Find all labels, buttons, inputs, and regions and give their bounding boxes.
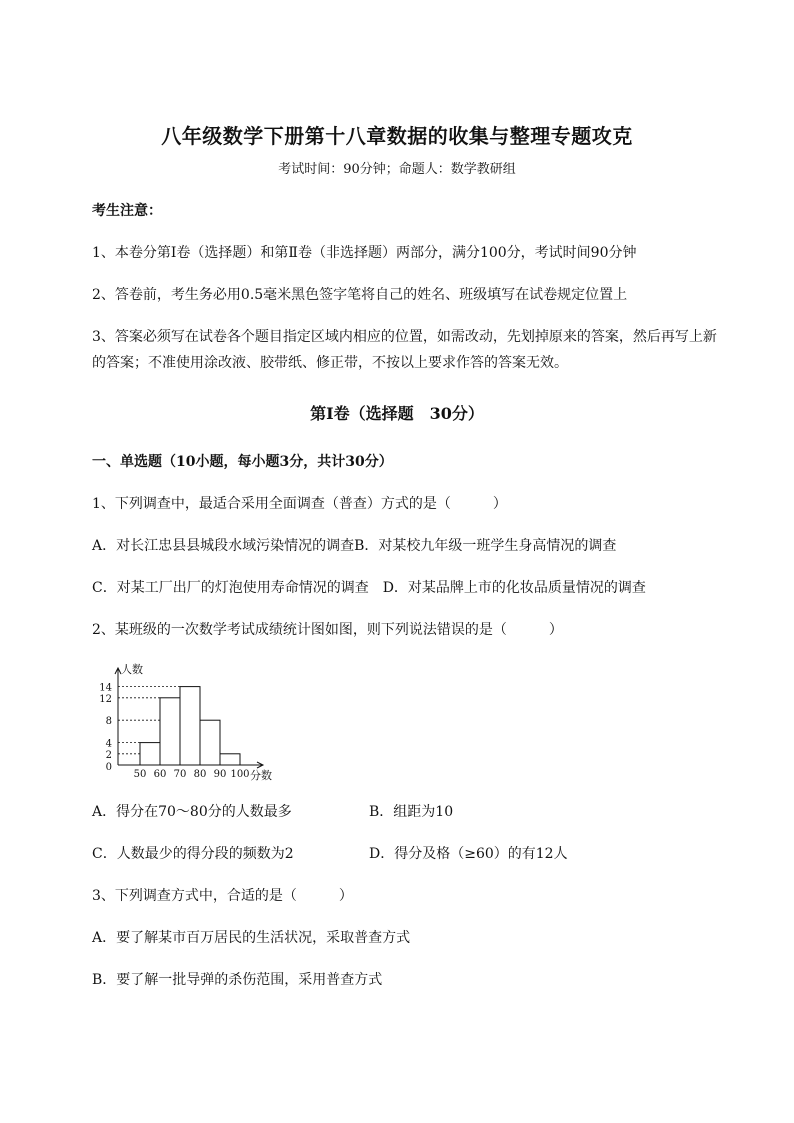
notice-item-3-line-1: 3、答案必须写在试卷各个题目指定区域内相应的位置，如需改动，先划掉原来的答案，然后再写上新 [92, 329, 717, 345]
question-3-option-a: A．要了解某市百万居民的生活状况，采取普查方式 [92, 930, 411, 946]
x-tick-label-90: 90 [213, 769, 227, 780]
y-tick-label-2: 2 [105, 749, 112, 761]
notice-item-2: 2、答卷前，考生务必用0.5毫米黑色签字笔将自己的姓名、班级填写在试卷规定位置上 [92, 287, 628, 303]
x-tick-label-70: 70 [173, 769, 187, 780]
part-heading: 一、单选题（10小题，每小题3分，共计30分） [92, 454, 393, 470]
page-title: 八年级数学下册第十八章数据的收集与整理专题攻克 [161, 124, 633, 148]
y-tick-label-14: 14 [99, 682, 112, 694]
score-histogram [88, 658, 288, 783]
question-3-stem: 3、下列调查方式中，合适的是（ ） [92, 888, 353, 904]
question-2-option-a: A．得分在70～80分的人数最多 [92, 804, 292, 820]
y-tick-label-12: 12 [99, 693, 112, 705]
bar-60-70 [160, 698, 180, 765]
x-tick-label-50: 50 [133, 769, 147, 780]
y-tick-label-0: 0 [105, 762, 112, 773]
y-tick-label-4: 4 [105, 738, 112, 750]
question-3-option-b: B．要了解一批导弹的杀伤范围，采用普查方式 [92, 972, 383, 988]
question-2-option-c: C．人数最少的得分段的频数为2 [92, 846, 294, 862]
bar-80-90 [200, 720, 220, 765]
section-title: 第Ⅰ卷（选择题 30分） [310, 404, 484, 423]
x-tick-label-100: 100 [230, 769, 250, 780]
question-1-options-cd: C．对某工厂出厂的灯泡使用寿命情况的调查 D．对某品牌上市的化妆品质量情况的调查 [92, 580, 646, 596]
question-2-option-d: D．得分及格（≥60）的有12人 [369, 846, 568, 862]
y-axis-label: 人数 [121, 663, 143, 676]
x-tick-label-60: 60 [153, 769, 167, 780]
y-tick-label-8: 8 [105, 716, 112, 728]
bar-50-60 [140, 743, 160, 765]
x-tick-label-80: 80 [193, 769, 207, 780]
notice-heading: 考生注意： [92, 203, 162, 219]
question-2-option-b: B．组距为10 [369, 804, 454, 820]
bar-90-100 [220, 754, 240, 765]
question-2-stem: 2、某班级的一次数学考试成绩统计图如图，则下列说法错误的是（ ） [92, 622, 563, 638]
exam-info: 考试时间：90分钟；命题人：数学教研组 [278, 162, 516, 177]
x-axis-label: 分数 [250, 769, 272, 782]
notice-item-3-line-2: 的答案；不准使用涂改液、胶带纸、修正带，不按以上要求作答的答案无效。 [92, 355, 568, 371]
notice-item-1: 1、本卷分第Ⅰ卷（选择题）和第Ⅱ卷（非选择题）两部分，满分100分，考试时间90分钟 [92, 245, 637, 261]
question-1-stem: 1、下列调查中，最适合采用全面调查（普查）方式的是（ ） [92, 496, 507, 512]
question-1-options-ab: A．对长江忠县县城段水域污染情况的调查B．对某校九年级一班学生身高情况的调查 [92, 538, 617, 554]
bar-70-80 [180, 687, 200, 765]
